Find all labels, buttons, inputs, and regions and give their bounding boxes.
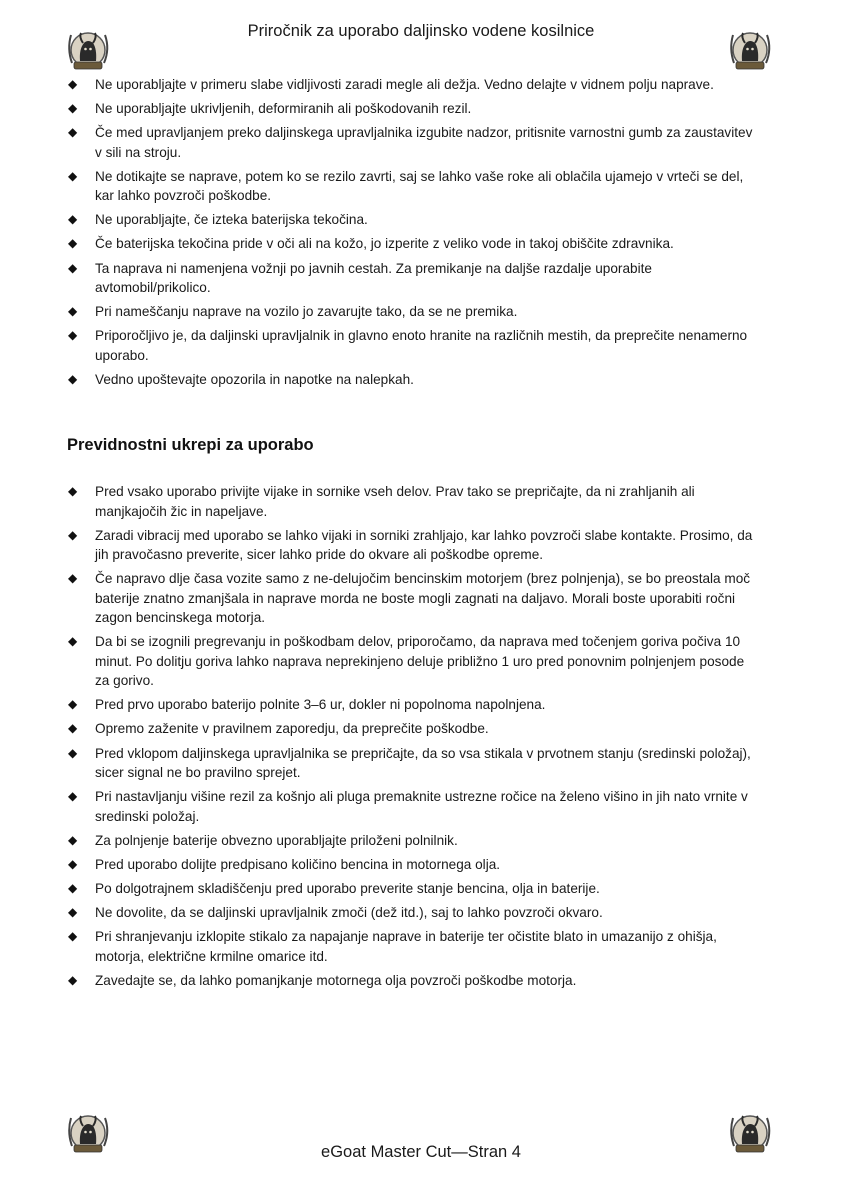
diamond-bullet-icon: ◆	[68, 697, 78, 712]
diamond-bullet-icon: ◆	[68, 745, 78, 760]
list-item	[68, 971, 758, 991]
diamond-bullet-icon: ◆	[68, 260, 78, 275]
list-item-text: Zaradi vibracij med uporabo se lahko vijaki in sorniki zrahljajo, kar lahko povzroči slabe kontakte. Prosimo, da jih pravočasno preverite, sicer lahko pride do okvare ali poškodbe opreme.	[95, 527, 753, 563]
diamond-bullet-icon: ◆	[68, 929, 78, 944]
list-item-text: Pred prvo uporabo baterijo polnite 3–6 ur, dokler ni popolnoma napolnjena.	[95, 697, 546, 713]
diamond-bullet-icon: ◆	[68, 236, 78, 251]
list-item	[68, 695, 758, 715]
list-item-text: Ne uporabljajte ukrivljenih, deformiranih ali poškodovanih rezil.	[95, 101, 472, 117]
list-item-text: Če baterijska tekočina pride v oči ali na kožo, jo izperite z veliko vode in takoj obiščite zdravnika.	[95, 236, 674, 252]
diamond-bullet-icon: ◆	[68, 304, 78, 319]
diamond-bullet-icon: ◆	[68, 371, 78, 386]
list-item	[68, 302, 758, 322]
list-item-text: Ne dovolite, da se daljinski upravljalnik zmoči (dež itd.), saj to lahko povzroči okvaro.	[95, 905, 603, 921]
list-item	[68, 75, 758, 95]
list-item-text: Pri shranjevanju izklopite stikalo za napajanje naprave in baterije ter očistite blato in umazanijo z ohišja, motorja, električne krmilne omarice itd.	[95, 929, 717, 964]
usage-precautions-list	[68, 482, 758, 995]
list-item-text: Zavedajte se, da lahko pomanjkanje motornega olja povzroči poškodbe motorja.	[95, 972, 577, 988]
list-item-text: Ne uporabljajte, če izteka baterijska tekočina.	[95, 212, 368, 228]
list-item	[68, 855, 758, 875]
section-heading: Previdnostni ukrepi za uporabo	[67, 436, 314, 454]
list-item	[68, 719, 758, 739]
diamond-bullet-icon: ◆	[68, 168, 78, 183]
list-item	[68, 569, 758, 628]
list-item	[68, 482, 758, 521]
list-item	[68, 632, 758, 691]
diamond-bullet-icon: ◆	[68, 789, 78, 804]
list-item-text: Po dolgotrajnem skladiščenju pred uporabo preverite stanje bencina, olja in baterije.	[95, 880, 600, 896]
list-item-text: Ta naprava ni namenjena vožnji po javnih cestah. Za premikanje na daljše razdalje uporabite avtomobil/prikolico.	[95, 260, 652, 296]
diamond-bullet-icon: ◆	[68, 125, 78, 140]
list-item	[68, 927, 758, 966]
list-item-text: Priporočljivo je, da daljinski upravljalnik in glavno enoto hranite na različnih mestih, da preprečite nenamerno uporabo.	[95, 328, 748, 363]
page-header-title: Priročnik za uporabo daljinsko vodene kosilnice	[247, 22, 595, 40]
list-item	[68, 210, 758, 230]
diamond-bullet-icon: ◆	[68, 77, 78, 91]
list-item	[68, 99, 758, 119]
list-item-text: Pri nastavljanju višine rezil za košnjo ali pluga premaknite ustrezne ročice na želeno višino in jih nato vrnite v sredinski položaj.	[95, 789, 748, 824]
list-item	[68, 903, 758, 923]
list-item-text: Če napravo dlje časa vozite samo z ne-delujočim bencinskim motorjem (brez polnjenja), se bo preostala moč baterije znatno zmanjšala in naprave morda ne boste mogli zagnati na daljavo. Morali boste uporabiti ročni zagon bencinskega motorja.	[95, 571, 751, 626]
list-item-text: Pri nameščanju naprave na vozilo jo zavarujte tako, da se ne premika.	[95, 304, 518, 320]
diamond-bullet-icon: ◆	[68, 527, 78, 542]
diamond-bullet-icon: ◆	[68, 571, 78, 586]
list-item-text: Pred vsako uporabo privijte vijake in sornike vseh delov. Prav tako se prepričajte, da ni zrahljanih ali manjkajočih žic in napeljave.	[95, 484, 695, 519]
list-item-text: Pred vklopom daljinskega upravljalnika se prepričajte, da so vsa stikala v prvotnem stanju (sredinski položaj), sicer signal ne bo pravilno sprejet.	[95, 745, 751, 781]
list-item-text: Pred uporabo dolijte predpisano količino bencina in motornega olja.	[95, 856, 501, 872]
diamond-bullet-icon: ◆	[68, 856, 78, 871]
diamond-bullet-icon: ◆	[68, 972, 78, 987]
list-item-text: Za polnjenje baterije obvezno uporabljajte priloženi polnilnik.	[95, 832, 458, 848]
list-item-text: Ne uporabljajte v primeru slabe vidljivosti zaradi megle ali dežja. Vedno delajte v vidnem polju naprave.	[95, 77, 714, 92]
list-item-text: Da bi se izognili pregrevanju in poškodbam delov, priporočamo, da naprava med točenjem goriva počiva 10 minut. Po dolitju goriva lahko naprava neprekinjeno deluje približno 1 uro pred ponovnim polnjenjem posode za gorivo.	[95, 634, 745, 689]
list-item	[68, 831, 758, 851]
list-item	[68, 123, 758, 162]
list-item-text: Ne dotikajte se naprave, potem ko se rezilo zavrti, saj se lahko vaše roke ali oblačila ujamejo v vrteči se del, kar lahko povzroči poškodbe.	[95, 168, 744, 204]
diamond-bullet-icon: ◆	[68, 484, 78, 498]
page-footer-title: eGoat Master Cut—Stran 4	[321, 1143, 521, 1161]
list-item	[68, 259, 758, 298]
list-item-text: Opremo zaženite v pravilnem zaporedju, da preprečite poškodbe.	[95, 721, 489, 737]
list-item-text: Če med upravljanjem preko daljinskega upravljalnika izgubite nadzor, pritisnite varnostni gumb za zaustavitev v sili na stroju.	[95, 125, 753, 160]
list-item	[68, 370, 758, 390]
diamond-bullet-icon: ◆	[68, 721, 78, 736]
list-item	[68, 744, 758, 783]
list-item	[68, 234, 758, 254]
diamond-bullet-icon: ◆	[68, 634, 78, 649]
diamond-bullet-icon: ◆	[68, 880, 78, 895]
diamond-bullet-icon: ◆	[68, 101, 78, 116]
list-item	[68, 167, 758, 206]
list-item	[68, 326, 758, 365]
safety-warnings-list	[68, 75, 758, 394]
list-item-text: Vedno upoštevajte opozorila in napotke na nalepkah.	[95, 371, 414, 387]
list-item	[68, 787, 758, 826]
list-item	[68, 879, 758, 899]
list-item	[68, 526, 758, 565]
diamond-bullet-icon: ◆	[68, 328, 78, 343]
diamond-bullet-icon: ◆	[68, 832, 78, 847]
diamond-bullet-icon: ◆	[68, 905, 78, 920]
diamond-bullet-icon: ◆	[68, 212, 78, 227]
